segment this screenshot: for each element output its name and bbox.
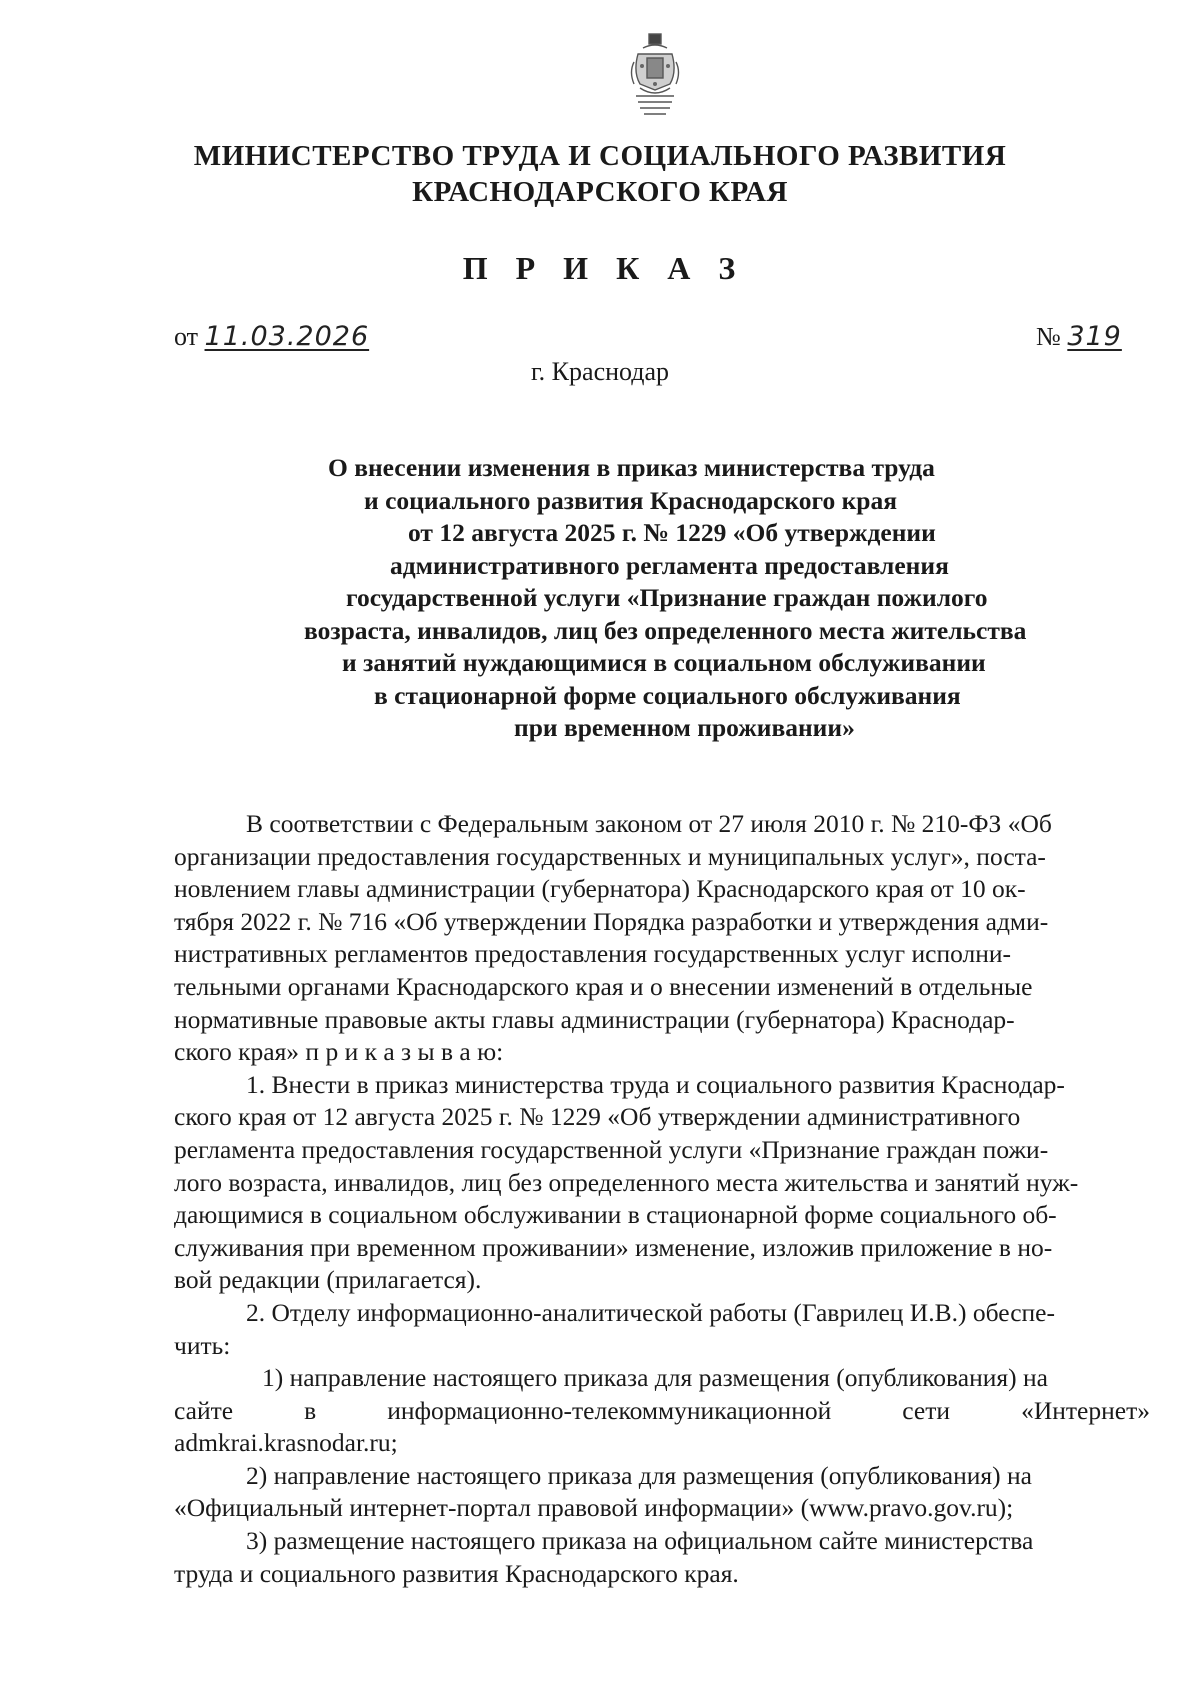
city: г. Краснодар [530, 357, 670, 386]
body-line: тября 2022 г. № 716 «Об утверждении Порядка разработки и утверждения адми- [174, 906, 1049, 936]
handwritten-number: 319 [1067, 321, 1122, 352]
coat-of-arms-icon [628, 32, 682, 118]
body-line: лого возраста, инвалидов, лиц без определенного места жительства и занятий нуж- [174, 1167, 1079, 1197]
handwritten-date: 11.03.2026 [204, 321, 370, 352]
order-date [174, 320, 369, 354]
body-line: 2) направление настоящего приказа для размещения (опубликования) на [246, 1460, 1032, 1490]
body-line: регламента предоставления государственной услуги «Признание граждан пожи- [174, 1134, 1049, 1164]
subject-line: административного регламента предоставления [390, 550, 949, 580]
body-line: 2. Отделу информационно-аналитической работы (Гаврилец И.В.) обеспе- [246, 1297, 1055, 1327]
body-line: В соответствии с Федеральным законом от 27 июля 2010 г. № 210-ФЗ «Об [246, 809, 1052, 838]
body-line: admkrai.krasnodar.ru; [174, 1428, 398, 1458]
body-line: 3) размещение настоящего приказа на официальном сайте министерства [246, 1526, 1034, 1556]
ministry-name-line1: МИНИСТЕРСТВО ТРУДА И СОЦИАЛЬНОГО РАЗВИТИЯ [193, 140, 1007, 172]
subject-line: государственной услуги «Признание граждан пожилого [346, 583, 988, 612]
body-line: новлением главы администрации (губернатора) Краснодарского края от 10 ок- [174, 874, 1026, 904]
body-line: «Официальный интернет-портал правовой информации» (www.pravo.gov.ru); [174, 1493, 1014, 1523]
order-body [174, 808, 1150, 1590]
date-prefix: от [174, 322, 199, 351]
order-number [1036, 320, 1122, 354]
body-line: труда и социального развития Краснодарского края. [174, 1558, 739, 1588]
body-line: чить: [174, 1330, 231, 1360]
body-line: нистративных регламентов предоставления государственных услуг исполни- [174, 939, 1012, 969]
body-line: дающимися в социальном обслуживании в стационарной форме социального об- [174, 1200, 1057, 1230]
subject-line: и занятий нуждающимися в социальном обслуживании [342, 648, 986, 677]
body-line: тельными органами Краснодарского края и о внесении изменений в отдельные [174, 971, 1033, 1001]
body-line: служивания при временном проживании» изменение, изложив приложение в но- [174, 1232, 1053, 1262]
body-line: 1. Внести в приказ министерства труда и социального развития Краснодар- [246, 1069, 1065, 1099]
subject-line: от 12 августа 2025 г. № 1229 «Об утверждении [408, 518, 936, 547]
subject-line: при временном проживании» [514, 713, 855, 742]
subject-line: в стационарной форме социального обслуживания [374, 680, 961, 710]
body-line: ского края от 12 августа 2025 г. № 1229 «Об утверждении административного [174, 1102, 1021, 1132]
order-subject [250, 452, 1110, 745]
number-prefix: № [1036, 322, 1061, 351]
body-line: сайте в информационно-телекоммуникационной сети «Интернет» [174, 1395, 1150, 1425]
subject-line: и социального развития Краснодарского края [364, 485, 898, 515]
document-type-title: П Р И К А З [462, 250, 746, 286]
body-line: ского края» п р и к а з ы в а ю: [174, 1037, 504, 1067]
subject-line: возраста, инвалидов, лиц без определенного места жительства [304, 615, 1027, 645]
body-line: нормативные правовые акты главы администрации (губернатора) Краснодар- [174, 1004, 1015, 1034]
body-line: вой редакции (прилагается). [174, 1265, 482, 1295]
body-line: организации предоставления государственных и муниципальных услуг», поста- [174, 841, 1046, 871]
subject-line: О внесении изменения в приказ министерства труда [328, 453, 935, 482]
ministry-name-line2: КРАСНОДАРСКОГО КРАЯ [412, 176, 788, 208]
body-line: 1) направление настоящего приказа для размещения (опубликования) на [262, 1363, 1048, 1393]
